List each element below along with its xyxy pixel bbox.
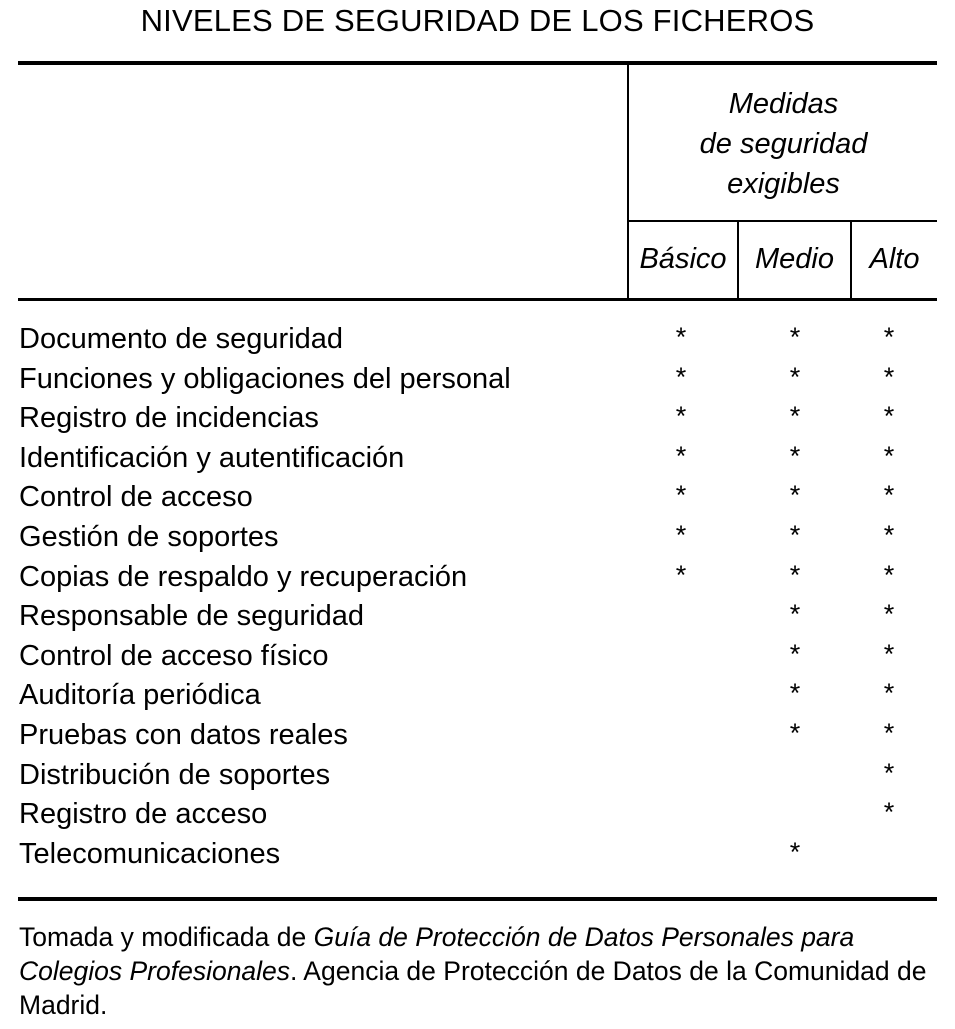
star-alto: *	[883, 757, 895, 788]
star-alto: *	[883, 322, 895, 352]
table-row	[0, 719, 955, 759]
table-row	[0, 402, 955, 442]
star-alto: *	[883, 638, 895, 669]
row-label: Copias de respaldo y recuperación	[19, 560, 468, 593]
star-alto: *	[883, 480, 895, 511]
bottom-rule	[18, 897, 937, 901]
header-level-basico: Básico	[639, 243, 727, 275]
table-row	[0, 323, 955, 363]
star-alto: *	[883, 718, 895, 748]
header-group-rule	[628, 220, 937, 222]
star-medio: *	[789, 440, 801, 471]
header-group-label	[630, 84, 937, 204]
header-level-medio: Medio	[755, 243, 834, 275]
star-alto: *	[883, 401, 895, 432]
row-label: Registro de incidencias	[19, 402, 319, 435]
star-basico: *	[675, 401, 687, 432]
table-row	[0, 640, 955, 680]
header-bottom-rule	[18, 298, 937, 301]
table-row	[0, 363, 955, 403]
row-label: Distribución de soportes	[19, 758, 331, 791]
header-group-line-2: de seguridad	[699, 128, 868, 160]
top-rule	[18, 61, 937, 65]
row-label: Funciones y obligaciones del personal	[19, 362, 511, 395]
table-row	[0, 759, 955, 799]
star-basico: *	[675, 559, 687, 590]
star-basico: *	[675, 440, 687, 471]
star-alto: *	[883, 797, 895, 828]
table-row	[0, 561, 955, 601]
row-label: Responsable de seguridad	[19, 600, 365, 633]
source-italic-title: Guía de Protección de Datos Personales para Colegios Profesionales	[19, 922, 855, 986]
table-title: NIVELES DE SEGURIDAD DE LOS FICHEROS	[140, 3, 815, 38]
header-group-line-1: Medidas	[728, 88, 839, 120]
source-prefix: Tomada y modificada de	[19, 922, 314, 952]
table-row	[0, 679, 955, 719]
star-medio: *	[789, 480, 801, 511]
star-alto: *	[883, 559, 895, 590]
star-basico: *	[675, 520, 687, 550]
star-medio: *	[789, 599, 801, 630]
star-medio: *	[789, 520, 801, 550]
star-medio: *	[789, 638, 801, 669]
row-label: Gestión de soportes	[19, 521, 279, 553]
header-group-line-3: exigibles	[727, 168, 840, 200]
star-basico: *	[675, 361, 687, 392]
star-alto: *	[883, 599, 895, 630]
table-row	[0, 600, 955, 640]
star-medio: *	[789, 322, 801, 352]
row-label: Control de acceso físico	[19, 639, 329, 672]
star-medio: *	[789, 401, 801, 432]
star-basico: *	[675, 480, 687, 511]
table-row	[0, 481, 955, 521]
source-suffix: . Agencia de Protección de Datos de la Comunidad de Madrid.	[19, 956, 927, 1020]
table-row	[0, 798, 955, 838]
row-label: Auditoría periódica	[19, 679, 261, 712]
row-label: Pruebas con datos reales	[19, 719, 348, 751]
star-medio: *	[789, 678, 801, 709]
source-note	[19, 920, 944, 1022]
row-label: Control de acceso	[19, 481, 253, 514]
star-alto: *	[883, 440, 895, 471]
star-basico: *	[675, 322, 687, 352]
star-medio: *	[789, 361, 801, 392]
star-medio: *	[789, 559, 801, 590]
header-level-alto: Alto	[869, 243, 920, 275]
table-row	[0, 838, 955, 878]
star-alto: *	[883, 678, 895, 709]
row-label: Documento de seguridad	[19, 323, 344, 355]
table-row	[0, 442, 955, 482]
row-label: Identificación y autentificación	[19, 441, 405, 474]
star-alto: *	[883, 520, 895, 550]
star-medio: *	[789, 718, 801, 748]
star-medio: *	[789, 836, 801, 867]
table-row	[0, 521, 955, 561]
row-label: Registro de acceso	[19, 798, 268, 831]
row-label: Telecomunicaciones	[19, 837, 281, 870]
star-alto: *	[883, 361, 895, 392]
